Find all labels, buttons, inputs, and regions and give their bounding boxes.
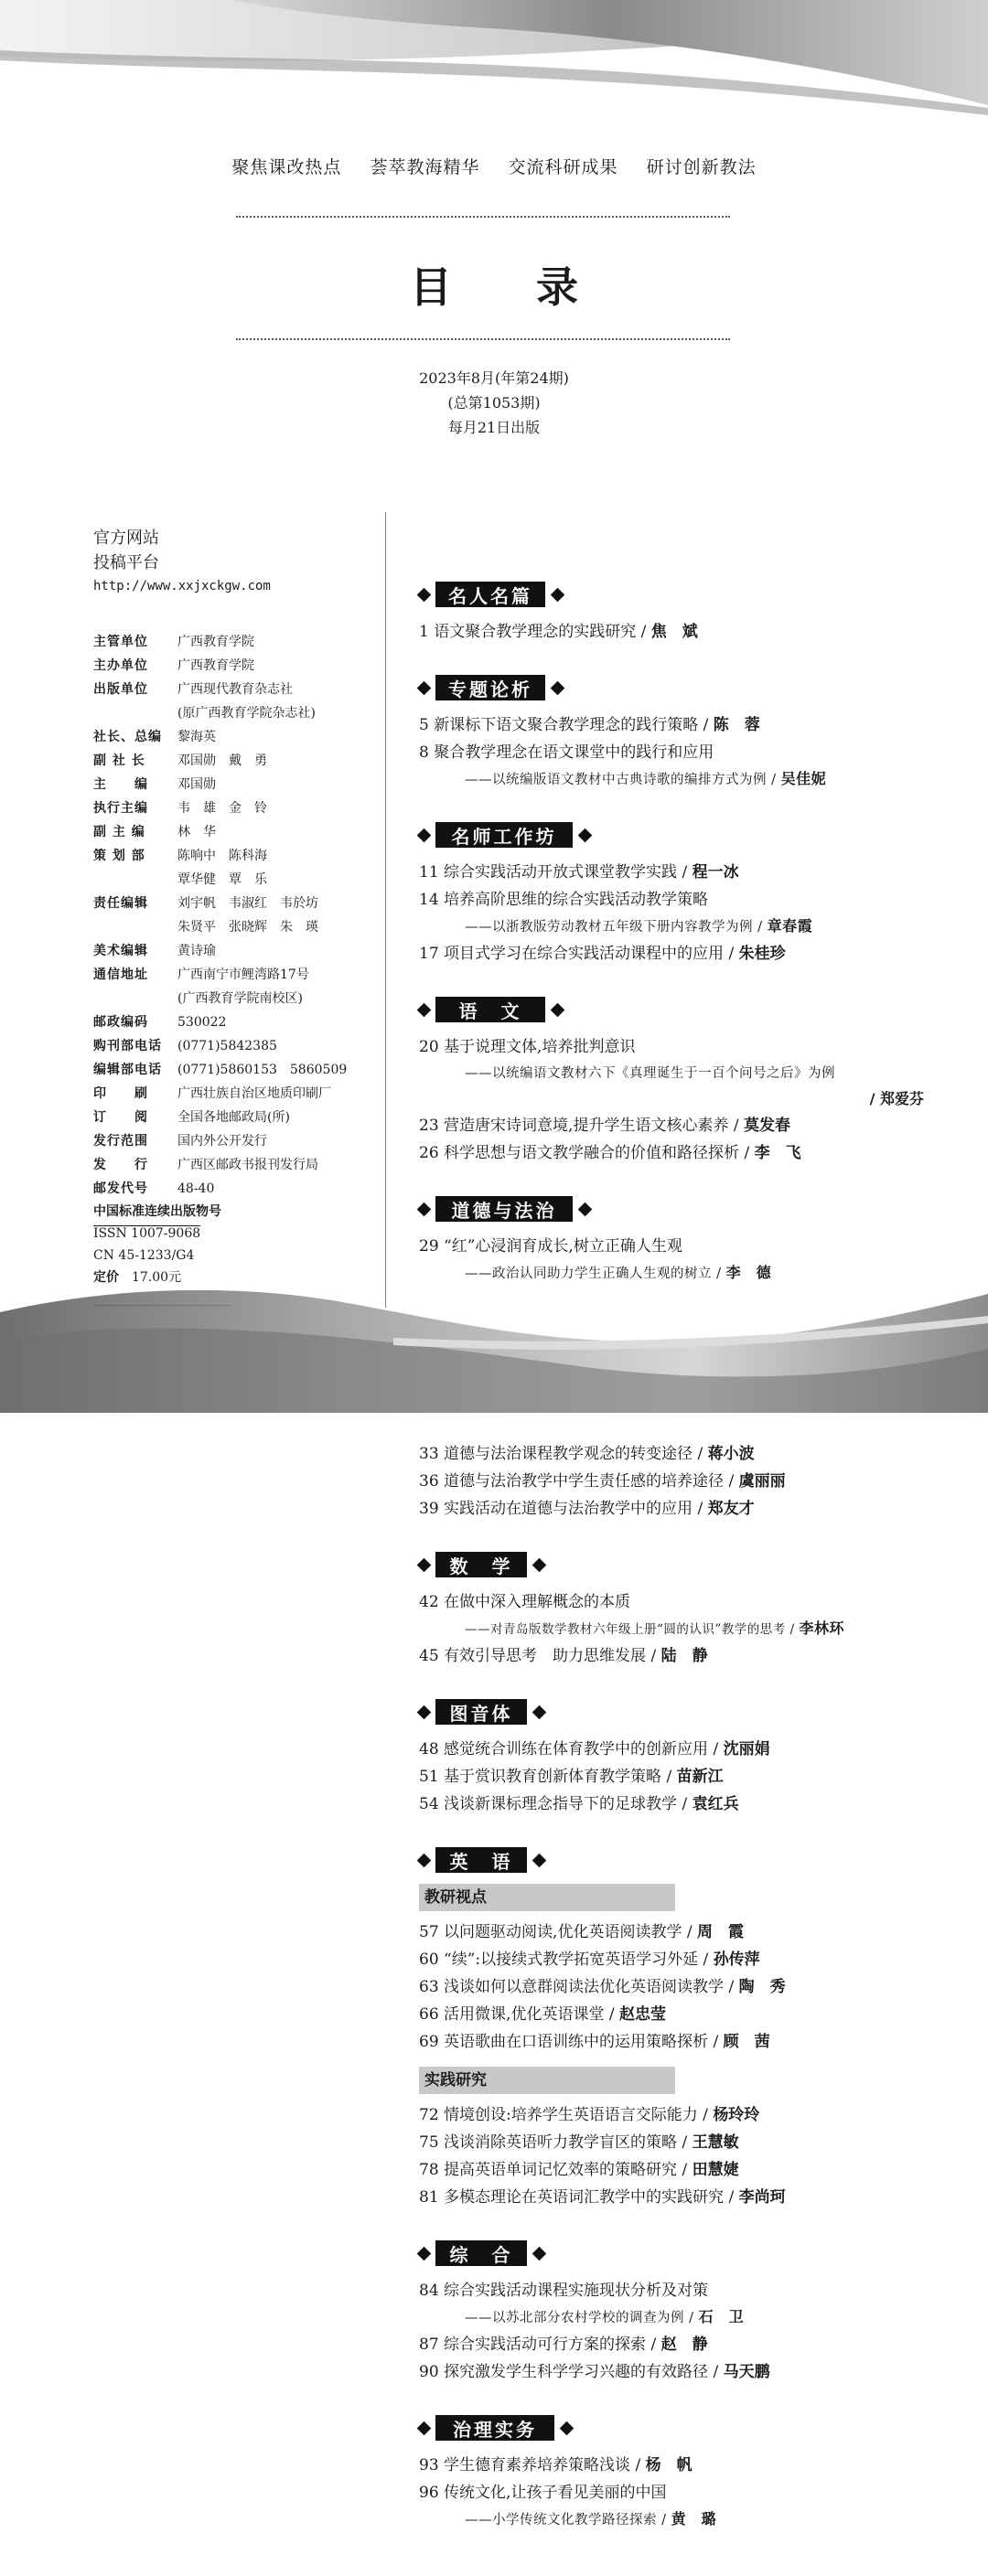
- masthead-row: [93, 892, 377, 915]
- section-title: 综 合: [435, 2240, 527, 2266]
- toc-item[interactable]: 78 提高英语单词记忆效率的策略研究 / 田慧婕: [419, 2161, 739, 2179]
- section-title: 名人名篇: [435, 582, 545, 607]
- section-title: 治理实务: [435, 2415, 554, 2441]
- section-title: 道德与法治: [435, 1196, 573, 1222]
- masthead-row: [93, 915, 377, 939]
- section-header: [419, 818, 950, 853]
- toc-item[interactable]: 11 综合实践活动开放式课堂教学实践 / 程一冰: [419, 863, 739, 882]
- masthead-row: [93, 1153, 377, 1177]
- diamond-icon: [532, 1854, 547, 1868]
- toc-item[interactable]: 72 情境创设:培养学生英语语言交际能力 / 杨玲玲: [419, 2106, 760, 2124]
- masthead-label: 邮政编码: [93, 1015, 148, 1030]
- masthead-label: 社长、总编: [93, 730, 162, 744]
- section-title: 英 语: [435, 1847, 527, 1873]
- masthead-label: 副 主 编: [93, 825, 145, 839]
- subsection-title: 实践研究: [419, 2067, 675, 2094]
- masthead-label: 主办单位: [93, 658, 148, 673]
- masthead-value: 林 华: [177, 825, 216, 839]
- diamond-icon: [417, 1202, 432, 1217]
- subsection-title: 教研视点: [419, 1884, 675, 1911]
- diamond-icon: [532, 1558, 547, 1573]
- masthead-label: 编辑部电话: [93, 1063, 162, 1077]
- masthead-row: [93, 630, 377, 654]
- section-header: [419, 993, 950, 1028]
- toc-item[interactable]: 57 以问题驱动阅读,优化英语阅读教学 / 周 霞: [419, 1923, 744, 1941]
- toc-item[interactable]: 60 “续”:以接续式教学拓宽英语学习外延 / 孙传萍: [419, 1951, 760, 1969]
- masthead-label: 购刊部电话: [93, 1039, 162, 1053]
- diamond-icon: [417, 1854, 432, 1868]
- masthead-value: 邓国勋: [177, 777, 216, 792]
- masthead-value: 广西南宁市鲤湾路17号: [177, 967, 309, 982]
- toc-item[interactable]: 33 道德与法治课程教学观念的转变途径 / 蒋小波: [419, 1445, 755, 1463]
- toc-subtitle: ——以浙教版劳动教材五年级下册内容教学为例 / 章春霞: [465, 917, 813, 935]
- section-title: 名师工作坊: [435, 822, 573, 848]
- masthead-label: 邮发代号: [93, 1181, 148, 1196]
- toc-item[interactable]: 48 感觉统合训练在体育教学中的创新应用 / 沈丽娟: [419, 1740, 770, 1758]
- masthead-value: 覃华健 覃 乐: [177, 872, 267, 887]
- toc-item[interactable]: 42 在做中深入理解概念的本质: [419, 1593, 631, 1611]
- toc-subtitle: ——以苏北部分农村学校的调查为例 / 石 卫: [465, 2308, 745, 2325]
- diamond-icon: [417, 1558, 432, 1573]
- masthead-row: [93, 1177, 377, 1201]
- price: 17.00元: [132, 1270, 182, 1285]
- column-divider: [385, 512, 386, 1308]
- toc-item[interactable]: 36 道德与法治教学中学生责任感的培养途径 / 虞丽丽: [419, 1472, 786, 1491]
- masthead-label: 订 阅: [93, 1110, 148, 1125]
- masthead-label: 策 划 部: [93, 849, 145, 863]
- masthead-value: 朱贤平 张晓辉 朱 瑛: [177, 920, 318, 935]
- masthead-value: 刘宇帆 韦淑红 韦於坊: [177, 896, 318, 911]
- section-header: [419, 2411, 950, 2446]
- decorative-swoosh-middle: [0, 1276, 988, 1413]
- masthead-row: [93, 1010, 377, 1034]
- diamond-icon: [417, 2247, 432, 2261]
- section-title: 图音体: [435, 1699, 527, 1725]
- toc-item[interactable]: 66 活用微课,优化英语课堂 / 赵忠莹: [419, 2005, 666, 2024]
- masthead-row: [93, 678, 377, 701]
- decorative-swoosh-top: [0, 0, 988, 128]
- masthead-row: [93, 725, 377, 749]
- toc-column-upper: [419, 578, 950, 1287]
- masthead-row: [93, 963, 377, 987]
- masthead-row: [93, 844, 377, 868]
- toc-subtitle: ——对青岛版数学教材六年级上册“圆的认识”教学的思考 / 李林环: [465, 1619, 844, 1637]
- masthead-value: 韦 雄 金 铃: [177, 801, 267, 816]
- masthead-label: 美术编辑: [93, 944, 148, 958]
- masthead-value: 广西教育学院: [177, 635, 254, 649]
- masthead-value: 广西区邮政书报刊发行局: [177, 1158, 318, 1172]
- motto: 荟萃教海精华: [370, 157, 480, 177]
- masthead-row: [93, 868, 377, 892]
- section-header: [419, 1548, 950, 1583]
- std-title: 中国标准连续出版物号: [93, 1204, 221, 1219]
- page-title: 目 录: [409, 262, 613, 312]
- toc-item[interactable]: 90 探究激发学生科学学习兴趣的有效路径 / 马天鹏: [419, 2363, 770, 2381]
- toc-item[interactable]: 93 学生德育素养培养策略浅谈 / 杨 帆: [419, 2456, 693, 2474]
- publish-schedule: 每月21日出版: [447, 419, 541, 436]
- toc-item[interactable]: 1 语文聚合教学理念的实践研究 / 焦 斌: [419, 623, 698, 641]
- section-title: 数 学: [435, 1552, 527, 1577]
- diamond-icon: [551, 681, 565, 696]
- diamond-icon: [417, 2421, 432, 2436]
- toc-item[interactable]: 8 聚合教学理念在语文课堂中的践行和应用: [419, 743, 714, 762]
- toc-item[interactable]: 26 科学思想与语文教学融合的价值和路径探析 / 李 飞: [419, 1144, 801, 1162]
- section-header: [419, 1844, 950, 1878]
- masthead-list: [93, 630, 377, 1201]
- toc-item[interactable]: 39 实践活动在道德与法治教学中的应用 / 郑友才: [419, 1500, 755, 1518]
- section-header: [419, 1192, 950, 1227]
- issue-date: 2023年8月(年第24期): [419, 369, 569, 387]
- section-title: 语 文: [435, 997, 545, 1022]
- toc-item[interactable]: 63 浅谈如何以意群阅读法优化英语阅读教学 / 陶 秀: [419, 1978, 786, 1996]
- diamond-icon: [417, 1705, 432, 1720]
- toc-subtitle: ——以统编语文教材六下《真理诞生于一百个问号之后》为例: [465, 1066, 835, 1081]
- masthead-value: (0771)5860153 5860509: [177, 1063, 348, 1077]
- toc-item[interactable]: 69 英语歌曲在口语训练中的运用策略探析 / 顾 茜: [419, 2033, 770, 2051]
- toc-item[interactable]: 17 项目式学习在综合实践活动课程中的应用 / 朱桂珍: [419, 945, 786, 963]
- masthead-row: [93, 1058, 377, 1082]
- section-header: [419, 2237, 950, 2271]
- diamond-icon: [417, 588, 432, 603]
- masthead-row: [93, 1034, 377, 1058]
- masthead-value: 广西现代教育杂志社: [177, 682, 293, 697]
- price-label: 定价: [93, 1270, 119, 1285]
- diamond-icon: [551, 588, 565, 603]
- toc-item[interactable]: 81 多模态理论在英语词汇教学中的实践研究 / 李尚珂: [419, 2188, 786, 2207]
- masthead-row: [93, 773, 377, 796]
- masthead-label: 执行主编: [93, 801, 148, 816]
- masthead-value: 广西教育学院: [177, 658, 254, 673]
- toc-subtitle: ——小学传统文化教学路径探索 / 黄 璐: [465, 2510, 717, 2528]
- section-header: [419, 671, 950, 706]
- toc-item[interactable]: 14 培养高阶思维的综合实践活动教学策略: [419, 891, 709, 909]
- masthead-label: 发行范围: [93, 1134, 148, 1149]
- masthead-row: [93, 1082, 377, 1106]
- toc-subtitle: ——政治认同助力学生正确人生观的树立 / 李 德: [465, 1264, 772, 1281]
- masthead-label: 通信地址: [93, 967, 148, 982]
- toc-item[interactable]: 75 浅谈消除英语听力教学盲区的策略 / 王慧敏: [419, 2133, 739, 2152]
- masthead-label: 发 行: [93, 1158, 148, 1172]
- diamond-icon: [551, 1003, 565, 1018]
- masthead-row: [93, 1129, 377, 1153]
- toc-item[interactable]: 20 基于说理文体,培养批判意识: [419, 1038, 636, 1056]
- motto: 研讨创新教法: [646, 157, 757, 177]
- masthead-row: [93, 701, 377, 725]
- toc-item[interactable]: 54 浅谈新课标理念指导下的足球教学 / 袁红兵: [419, 1795, 739, 1813]
- dotted-divider: [236, 216, 730, 218]
- masthead-label: 主管单位: [93, 635, 148, 649]
- toc-item[interactable]: 96 传统文化,让孩子看见美丽的中国: [419, 2484, 667, 2502]
- masthead-row: [93, 654, 377, 678]
- masthead-label: 责任编辑: [93, 896, 148, 911]
- masthead-value: 陈响中 陈科海: [177, 849, 267, 863]
- masthead-label: 副 社 长: [93, 754, 145, 768]
- submission-platform-link[interactable]: 投稿平台: [93, 553, 159, 572]
- masthead-value: 广西壮族自治区地质印刷厂: [177, 1086, 331, 1101]
- dotted-divider: [236, 338, 730, 340]
- toc-item[interactable]: 87 综合实践活动可行方案的探索 / 赵 静: [419, 2336, 708, 2354]
- toc-item[interactable]: 51 基于赏识教育创新体育教学策略 / 苗新江: [419, 1768, 724, 1786]
- motto: 聚焦课改热点: [231, 157, 342, 177]
- toc-author: / 郑爱芬: [869, 1090, 924, 1107]
- diamond-icon: [417, 1003, 432, 1018]
- masthead-value: (0771)5842385: [177, 1039, 277, 1053]
- motto: 交流科研成果: [508, 157, 618, 177]
- official-site-link[interactable]: 官方网站: [93, 529, 159, 548]
- masthead-value: 国内外公开发行: [177, 1134, 267, 1149]
- masthead-value: 48-40: [177, 1181, 215, 1196]
- masthead-value: 全国各地邮政局(所): [177, 1110, 290, 1125]
- diamond-icon: [532, 2247, 547, 2261]
- cn-number: CN 45-1233/G4: [93, 1248, 195, 1263]
- diamond-icon: [578, 1202, 593, 1217]
- issue-date-block: [0, 366, 988, 440]
- section-header: [419, 1695, 950, 1730]
- masthead-row: [93, 796, 377, 820]
- diamond-icon: [560, 2421, 575, 2436]
- masthead-value: (广西教育学院南校区): [177, 991, 303, 1006]
- masthead-label: 出版单位: [93, 682, 148, 697]
- masthead-label: 印 刷: [93, 1086, 148, 1101]
- toc-item[interactable]: 23 营造唐宋诗词意境,提升学生语文核心素养 / 莫发春: [419, 1117, 790, 1135]
- masthead-label: 主 编: [93, 777, 148, 792]
- toc-subtitle: ——以统编版语文教材中古典诗歌的编排方式为例 / 吴佳妮: [465, 770, 827, 787]
- masthead-row: [93, 749, 377, 773]
- section-title: 专题论析: [435, 675, 545, 700]
- toc-item[interactable]: 29 “红”心浸润育成长,树立正确人生观: [419, 1237, 682, 1256]
- masthead-value: 黎海英: [177, 730, 216, 744]
- issn: ISSN 1007-9068: [93, 1226, 201, 1241]
- section-header: [419, 578, 950, 613]
- diamond-icon: [578, 828, 593, 843]
- masthead-row: [93, 987, 377, 1010]
- diamond-icon: [532, 1705, 547, 1720]
- masthead-row: [93, 820, 377, 844]
- masthead-row: [93, 939, 377, 963]
- diamond-icon: [417, 828, 432, 843]
- masthead-value: 530022: [177, 1015, 227, 1030]
- toc-item[interactable]: 45 有效引导思考 助力思维发展 / 陆 静: [419, 1647, 708, 1665]
- masthead-info: [93, 526, 377, 1306]
- masthead-value: (原广西教育学院杂志社): [177, 706, 316, 721]
- masthead-value: 黄诗瑜: [177, 944, 216, 958]
- website-url[interactable]: http://www.xxjxckgw.com: [93, 579, 271, 593]
- issue-total-number: (总第1053期): [447, 394, 541, 412]
- toc-column-lower: [419, 1440, 950, 2533]
- diamond-icon: [417, 681, 432, 696]
- toc-item[interactable]: 84 综合实践活动课程实施现状分析及对策: [419, 2282, 709, 2300]
- mottos: [0, 154, 988, 178]
- masthead-value: 邓国勋 戴 勇: [177, 754, 267, 768]
- masthead-row: [93, 1106, 377, 1129]
- toc-item[interactable]: 5 新课标下语文聚合教学理念的践行策略 / 陈 蓉: [419, 716, 760, 734]
